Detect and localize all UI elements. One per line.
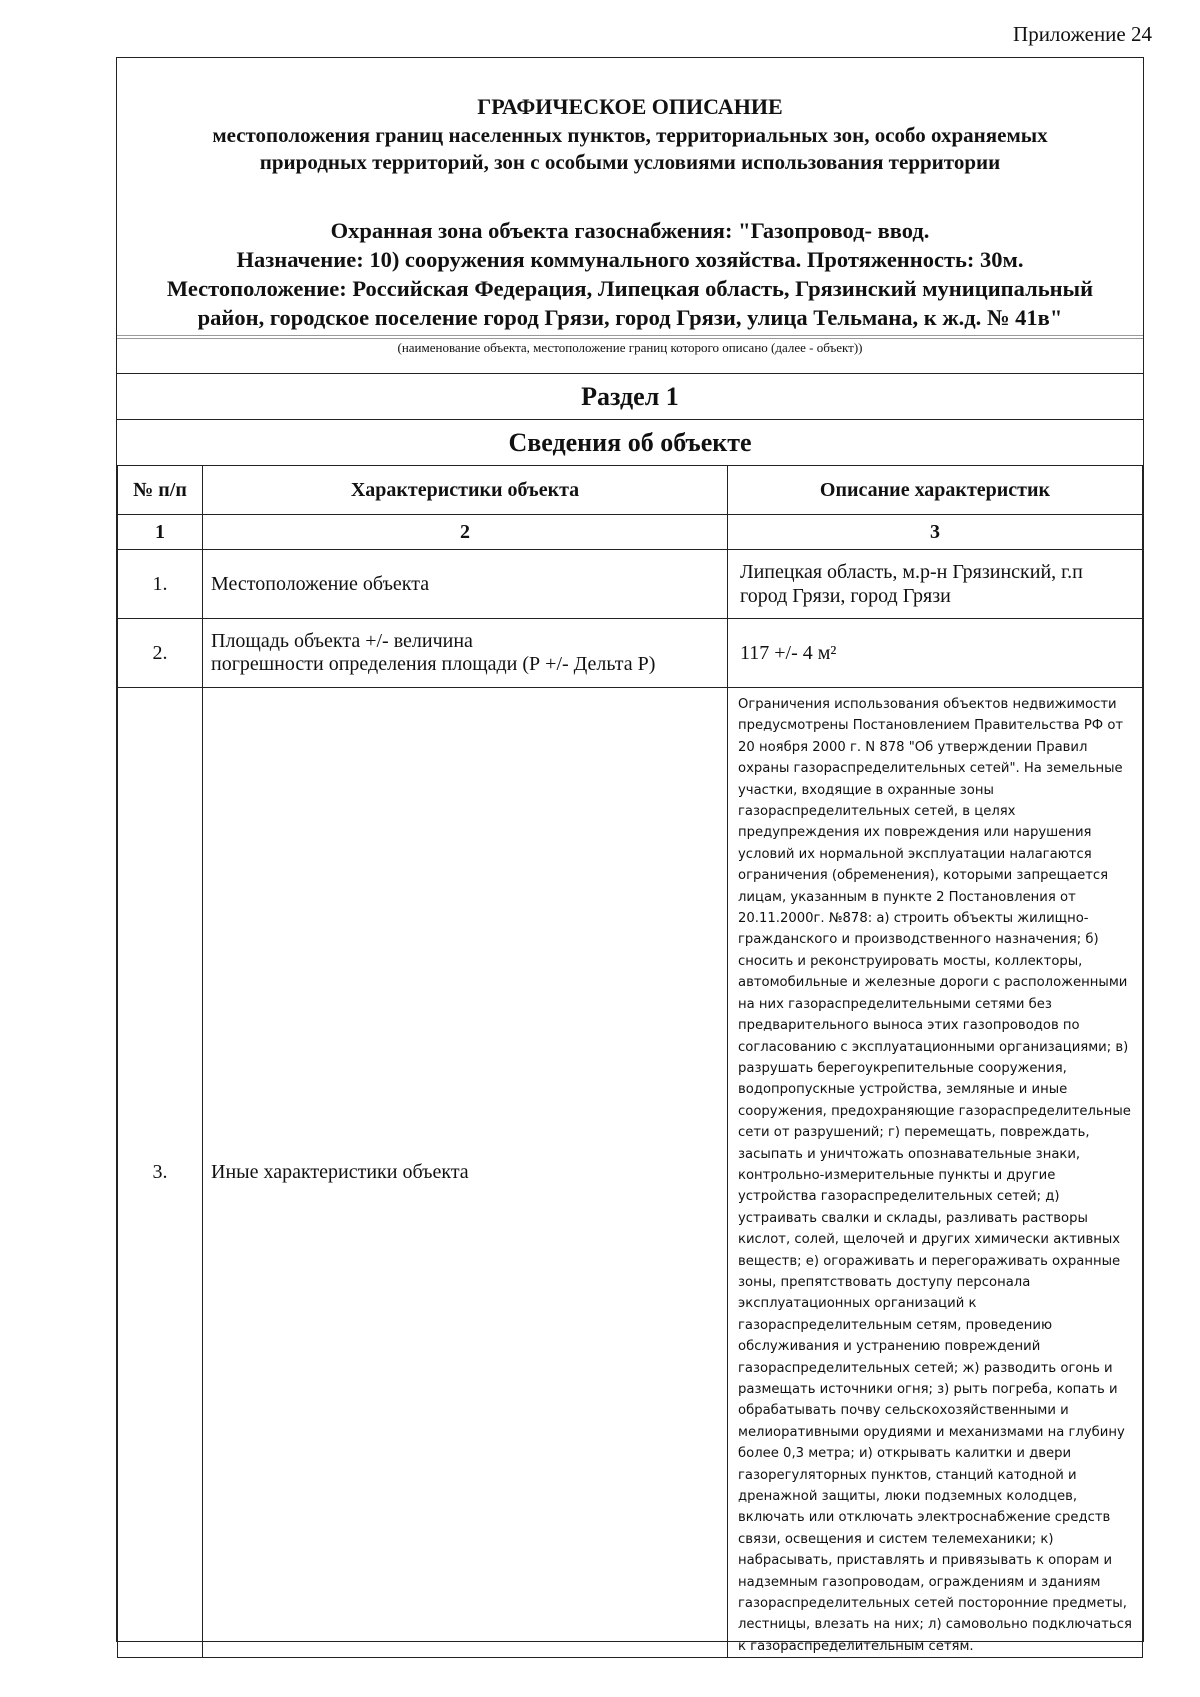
section-heading: Сведения об объекте: [117, 419, 1143, 465]
table-row: [118, 688, 1143, 1658]
row-description: Липецкая область, м.р-н Грязинский, г.п город Грязи, город Грязи: [728, 550, 1143, 619]
object-line-2: Назначение: 10) сооружения коммунального хозяйства. Протяженность: 30м.: [236, 247, 1024, 272]
object-line-4: район, городское поселение город Грязи, город Грязи, улица Тельмана, к ж.д. № 41в": [197, 305, 1063, 330]
column-number-1: 1: [118, 515, 203, 550]
table-row: [118, 550, 1143, 619]
section-label: Раздел 1: [117, 373, 1143, 419]
header-number: № п/п: [118, 466, 203, 515]
column-number-2: 2: [203, 515, 728, 550]
object-caption: (наименование объекта, местоположение границ которого описано (далее - объект)): [397, 340, 863, 355]
header-description: Описание характеристик: [728, 466, 1143, 515]
subtitle-line-1: местоположения границ населенных пунктов, территориальных зон, особо охраняемых: [212, 123, 1048, 147]
object-name: [117, 216, 1143, 332]
row-characteristic-line-1: Площадь объекта +/- величина: [211, 630, 473, 652]
row-number: 2.: [118, 619, 203, 688]
document-title: ГРАФИЧЕСКОЕ ОПИСАНИЕ: [477, 94, 783, 119]
row-number: 1.: [118, 550, 203, 619]
row-description: 117 +/- 4 м²: [728, 619, 1143, 688]
column-number-3: 3: [728, 515, 1143, 550]
header-characteristic: Характеристики объекта: [203, 466, 728, 515]
header-divider-bottom: [117, 338, 1143, 339]
row-characteristic: Местоположение объекта: [203, 550, 728, 619]
header-divider-top: [117, 335, 1143, 336]
appendix-label: Приложение 24: [1013, 22, 1152, 46]
document-subtitle: [117, 122, 1143, 176]
object-info-table: [117, 465, 1143, 1658]
subtitle-line-2: природных территорий, зон с особыми условиями использования территории: [259, 150, 1001, 174]
table-row: [118, 619, 1143, 688]
row-description: Ограничения использования объектов недвижимости предусмотрены Постановлением Правительства РФ от 20 ноября 2000 г. N 878 "Об утверждении Правил охраны газораспределительных сетей". На земельные участки, входящие в охранные зоны газораспределительных сетей, в целях предупреждения их повреждения или нарушения условий их нормальной эксплуатации налагаются ограничения (обременения), которыми запрещается лицам, указанным в пункте 2 Постановления от 20.11.2000г. №878: а) строить объекты жилищно-гражданского и производственного назначения; б) сносить и реконструировать мосты, коллекторы, автомобильные и железные дороги с расположенными на них газораспределительными сетями без предварительного выноса этих газопроводов по согласованию с эксплуатационными организациями; в) разрушать берегоукрепительные сооружения, водопропускные устройства, земляные и иные сооружения, предохраняющие газораспределительные сети от разрушений; г) перемещать, повреждать, засыпать и уничтожать опознавательные знаки, контрольно-измерительные пункты и другие устройства газораспределительных сетей; д) устраивать свалки и склады, разливать растворы кислот, солей, щелочей и других химически активных веществ; е) огораживать и перегораживать охранные зоны, препятствовать доступу персонала эксплуатационных организаций к газораспределительным сетям, проведению обслуживания и устранению повреждений газораспределительных сетей; ж) разводить огонь и размещать источники огня; з) рыть погреба, копать и обрабатывать почву сельскохозяйственными и мелиоративными орудиями и механизмами на глубину более 0,3 метра; и) открывать калитки и двери газорегуляторных пунктов, станций катодной и дренажной защиты, люки подземных колодцев, включать или отключать электроснабжение средств связи, освещения и систем телемеханики; к) набрасывать, приставлять и привязывать к опорам и надземным газопроводам, ограждениям и зданиям газораспределительных сетей посторонние предметы, лестницы, влезать на них; л) самовольно подключаться к газораспределительным сетям.: [728, 688, 1143, 1658]
row-number: 3.: [118, 688, 203, 1658]
object-line-3: Местоположение: Российская Федерация, Липецкая область, Грязинский муниципальный: [166, 276, 1094, 301]
object-line-1: Охранная зона объекта газоснабжения: "Газопровод- ввод.: [330, 218, 930, 243]
row-characteristic-line-2: погрешности определения площади (Р +/- Дельта Р): [211, 653, 656, 675]
document-header: [117, 58, 1143, 338]
document-frame: [116, 57, 1144, 1654]
column-number-row: [118, 515, 1143, 550]
row-characteristic: [203, 619, 728, 688]
row-characteristic: Иные характеристики объекта: [203, 688, 728, 1658]
table-header-row: [118, 466, 1143, 515]
